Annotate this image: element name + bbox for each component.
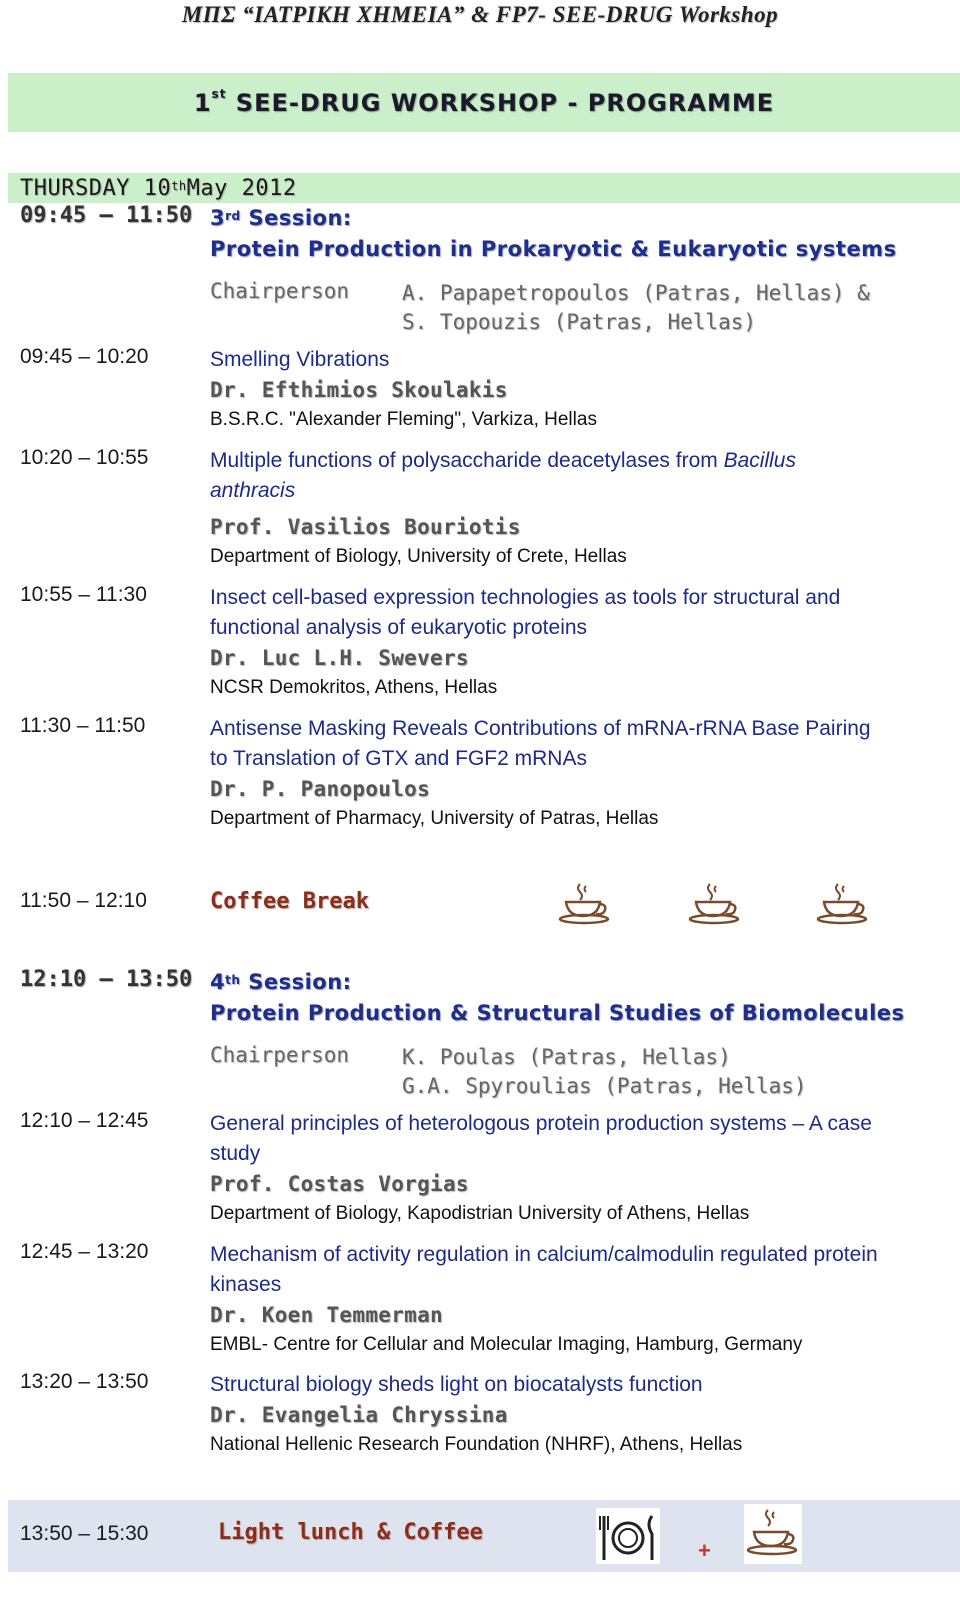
talk-speaker: Dr. Koen Temmerman [210, 1303, 443, 1327]
talk-time: 12:45 – 13:20 [20, 1240, 149, 1263]
talk-title: Smelling Vibrations [210, 348, 390, 371]
talk-speaker: Dr. Luc L.H. Swevers [210, 646, 469, 670]
cutlery-plate-icon [596, 1508, 660, 1564]
chair-name: G.A. Spyroulias (Patras, Hellas) [402, 1074, 807, 1098]
session-3-heading: 3rd Session: [210, 206, 352, 230]
lunch-bar [8, 1500, 960, 1572]
talk-time: 12:10 – 12:45 [20, 1109, 149, 1132]
talk-title: Multiple functions of polysaccharide deacetylases from Bacillus anthracis [210, 449, 796, 502]
talk-affiliation: Department of Biology, University of Crete, Hellas [210, 546, 627, 567]
coffee-cup-icon [814, 880, 872, 926]
programme-banner [8, 73, 960, 132]
lunch-label: Light lunch & Coffee [218, 1520, 483, 1545]
talk-affiliation: Department of Pharmacy, University of Patras, Hellas [210, 808, 659, 829]
talk-speaker: Dr. Efthimios Skoulakis [210, 378, 508, 402]
talk-affiliation: National Hellenic Research Foundation (NHRF), Athens, Hellas [210, 1434, 743, 1455]
session-4-chair [210, 1043, 950, 1101]
coffee-cup-icon [744, 1504, 802, 1564]
session-4-heading: 4th Session: [210, 970, 352, 994]
chair-name: S. Topouzis (Patras, Hellas) [402, 310, 757, 334]
coffee-cup-icon [556, 880, 614, 926]
session-3-title: Protein Production in Prokaryotic & Eukaryotic systems [210, 237, 897, 261]
talk-affiliation: B.S.R.C. "Alexander Fleming", Varkiza, Hellas [210, 409, 597, 430]
talk-speaker: Prof. Vasilios Bouriotis [210, 515, 521, 539]
talk-speaker: Dr. Evangelia Chryssina [210, 1403, 508, 1427]
talk-affiliation: NCSR Demokritos, Athens, Hellas [210, 677, 498, 698]
coffee-break-label: Coffee Break [210, 889, 369, 914]
talk-time: 09:45 – 10:20 [20, 345, 149, 368]
talk-time: 10:55 – 11:30 [20, 583, 147, 606]
coffee-time: 11:50 – 12:10 [20, 889, 147, 912]
talk-time: 10:20 – 10:55 [20, 446, 149, 469]
programme-title: 1st SEE-DRUG WORKSHOP - PROGRAMME [193, 86, 775, 117]
chair-name: A. Papapetropoulos (Patras, Hellas) & [402, 281, 870, 305]
day-heading: THURSDAY 10 $^{th}$ May 2012 [8, 173, 960, 203]
coffee-break-row [20, 889, 940, 939]
talk-time: 13:20 – 13:50 [20, 1370, 149, 1393]
lunch-time: 13:50 – 15:30 [20, 1522, 149, 1545]
talk-time: 11:30 – 11:50 [20, 714, 146, 737]
talk-affiliation: Department of Biology, Kapodistrian University of Athens, Hellas [210, 1203, 750, 1224]
chair-label: Chairperson [210, 279, 350, 303]
coffee-cup-icon [686, 880, 744, 926]
session-4-title: Protein Production & Structural Studies of Biomolecules [210, 1001, 905, 1025]
talk-affiliation: EMBL- Centre for Cellular and Molecular Imaging, Hamburg, Germany [210, 1334, 803, 1355]
talk-title: Structural biology sheds light on biocatalysts function [210, 1373, 703, 1396]
talk-title: General principles of heterologous protein production systems – A case study [210, 1112, 872, 1165]
talk-speaker: Prof. Costas Vorgias [210, 1172, 469, 1196]
talk-title: Insect cell-based expression technologies as tools for structural and functional analysis of eukaryotic proteins [210, 586, 841, 639]
talk-speaker: Dr. P. Panopoulos [210, 777, 431, 801]
session-4-time: 12:10 – 13:50 [20, 967, 193, 992]
session-3-chair [210, 279, 950, 337]
chair-name: K. Poulas (Patras, Hellas) [402, 1045, 731, 1069]
talk-title: Mechanism of activity regulation in calcium/calmodulin regulated protein kinases [210, 1243, 878, 1296]
plus-sign: + [698, 1538, 711, 1563]
chair-label: Chairperson [210, 1043, 350, 1067]
workshop-header: ΜΠΣ “ΙΑΤΡΙΚΗ ΧΗΜΕΙΑ” & FP7- SEE-DRUG Workshop [181, 2, 779, 27]
session-3-time: 09:45 – 11:50 [20, 203, 193, 228]
talk-title: Antisense Masking Reveals Contributions of mRNA-rRNA Base Pairing to Translation of GTX and FGF2 mRNAs [210, 717, 871, 770]
